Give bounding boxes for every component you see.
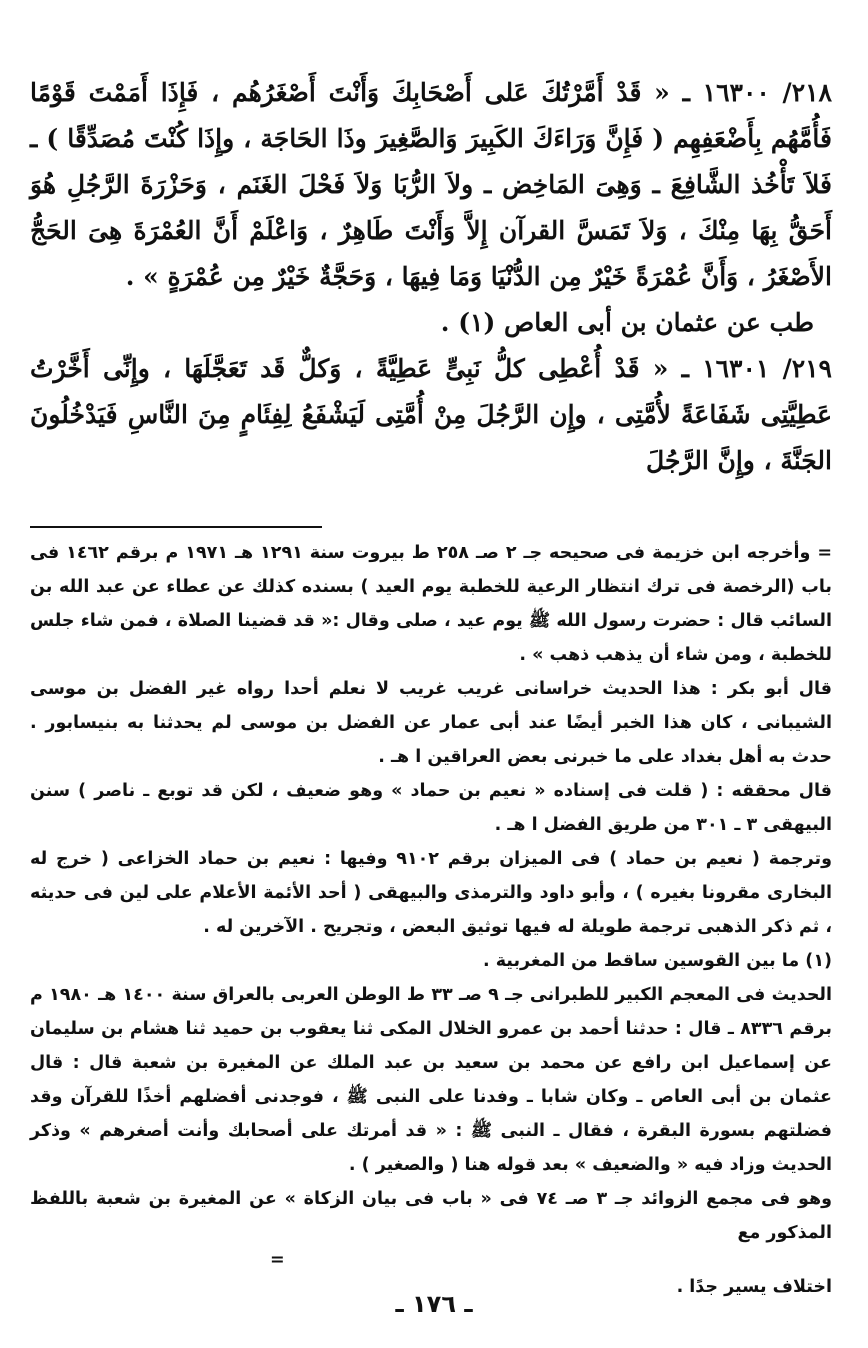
main-text (30, 70, 832, 484)
footnote-paragraph: وهو فى مجمع الزوائد جـ ٣ صـ ٧٤ فى « باب فى بيان الزكاة » عن المغيرة بن شعبة باللفظ المذكور مع (30, 1189, 832, 1243)
footnote-separator (30, 526, 322, 528)
footnote-paragraph: = وأخرجه ابن خزيمة فى صحيحه جـ ٢ صـ ٢٥٨ ط بيروت سنة ١٢٩١ هـ ١٩٧١ م برقم ١٤٦٢ فى باب (الرخصة فى ترك انتظار الرعية للخطبة يوم العيد ) بسنده كذلك عن عطاء عن عبد الله بن السائب قال : حضرت رسول الله ﷺ يوم عيد ، صلى وقال :« قد قضينا الصلاة ، فمن شاء جلس للخطبة ، ومن شاء أن يذهب ذهب » . (30, 543, 832, 665)
footnotes (30, 536, 832, 1304)
hadith-number: ٢١٩/ ١٦٣٠١ ـ (681, 354, 832, 383)
footnote-paragraph: الحديث فى المعجم الكبير للطبرانى جـ ٩ صـ ٣٣ ط الوطن العربى بالعراق سنة ١٤٠٠ هـ ١٩٨٠ م برقم ٨٣٣٦ ـ قال : حدثنا أحمد بن عمرو الخلال المكى ثنا يعقوب بن حميد ثنا هشام بن سليمان عن إسماعيل ابن رافع عن محمد بن سعيد بن عبد الملك عن المغيرة بن شعبة قال : قال عثمان بن أبى العاص ـ وكان شابا ـ وفدنا على النبى ﷺ ، فوجدنى أفضلهم أخذًا للقرآن وقد فضلتهم بسورة البقرة ، فقال ـ النبى ﷺ : « قد أمرتك على أصحابك وأنت أصغرهم » وذكر الحديث وزاد فيه « والضعيف » بعد قوله هنا ( والصغير ) . (30, 985, 832, 1175)
hadith-218 (30, 70, 832, 300)
footnote-paragraph: قال محققه : ( قلت فى إسناده « نعيم بن حماد » وهو ضعيف ، لكن قد توبع ـ ناصر ) سنن البيهقى ٣ ـ ٣٠١ من طريق الفضل ا هـ . (30, 781, 832, 835)
hadith-text: « قَدْ أَمَّرْتُكَ عَلى أَصْحَابِكَ وَأَنْتَ أَصْغَرُهُم ، فَإِذَا أَمَمْتَ قَوْمًا فَأُمَّهُم بِأَضْعَفِهِم ( فَإِنَّ وَرَاءَكَ الكَبِيرَ وَالصَّغِيرَ وذَا الحَاجَة ، وإِذَا كُنْتَ مُصَدِّقًا ) ـ فَلاَ تَأْخُذ الشَّافِعَ ـ وَهِىَ المَاخِض ـ ولاَ الرُّبَا وَلاَ فَحْلَ الغَنَم ، وَحَزْرَةَ الرَّجُلِ هُوَ أَحَقُّ بِهَا مِنْكَ ، وَلاَ تَمَسَّ القرآن إِلاَّ وَأَنْتَ طَاهِرٌ ، وَاعْلَمْ أَنَّ العُمْرَةَ هِىَ الحَجُّ الأَصْغَرُ ، وَأَنَّ عُمْرَةً خَيْرٌ مِن الدُّنْيَا وَمَا فِيهَا ، وَحَجَّةٌ خَيْرٌ مِن عُمْرَةٍ » . (30, 78, 832, 291)
hadith-number: ٢١٨/ ١٦٣٠٠ ـ (682, 78, 832, 107)
footnote-separator-wrap (30, 526, 832, 528)
page-number: ـ ١٧٦ ـ (395, 1290, 473, 1318)
footnote-paragraph: (١) ما بين القوسين ساقط من المغربية . (482, 951, 832, 971)
footnote-paragraph: قال أبو بكر : هذا الحديث خراسانى غريب غريب لا نعلم أحدا رواه غير الفضل بن موسى الشيبانى ، كان هذا الخبر أيضًا عند أبى عمار عن الفضل بن موسى لم يحدثنا به بنيسابور . حدث به أهل بغداد على ما خبرنى بعض العراقين ا هـ . (30, 679, 832, 767)
footnote-paragraph: اختلاف يسير جدًا . (676, 1277, 832, 1297)
hadith-219 (30, 346, 832, 484)
continuation-mark: = (270, 1250, 285, 1270)
footnote-paragraph: وترجمة ( نعيم بن حماد ) فى الميزان برقم ٩١٠٢ وفيها : نعيم بن حماد الخزاعى ( خرج له البخارى مقرونا بغيره ) ، وأبو داود والترمذى والبيهقى ( أحد الأئمة الأعلام على لين فى حديثه ، ثم ذكر الذهبى ترجمة طويلة له فيها توثيق البعض ، وتجريح . الآخرين له . (30, 849, 832, 937)
hadith-source: طب عن عثمان بن أبى العاص (١) . (440, 308, 814, 337)
hadith-text: « قَدْ أُعْطِى كلُّ نَبِىٍّ عَطِيَّةً ، وَكلٌّ قَد تَعَجَّلَهَا ، وإِنِّى أَخَّرْتُ عَطِيَّتِى شَفَاعَةً لأُمَّتِى ، وإِن الرَّجُلَ مِنْ أُمَّتِى لَيَشْفَعُ لِفِئَامٍ مِنَ النَّاسِ فَيَدْخُلُونَ الجَنَّةَ ، وإِنَّ الرَّجُلَ (30, 354, 832, 475)
